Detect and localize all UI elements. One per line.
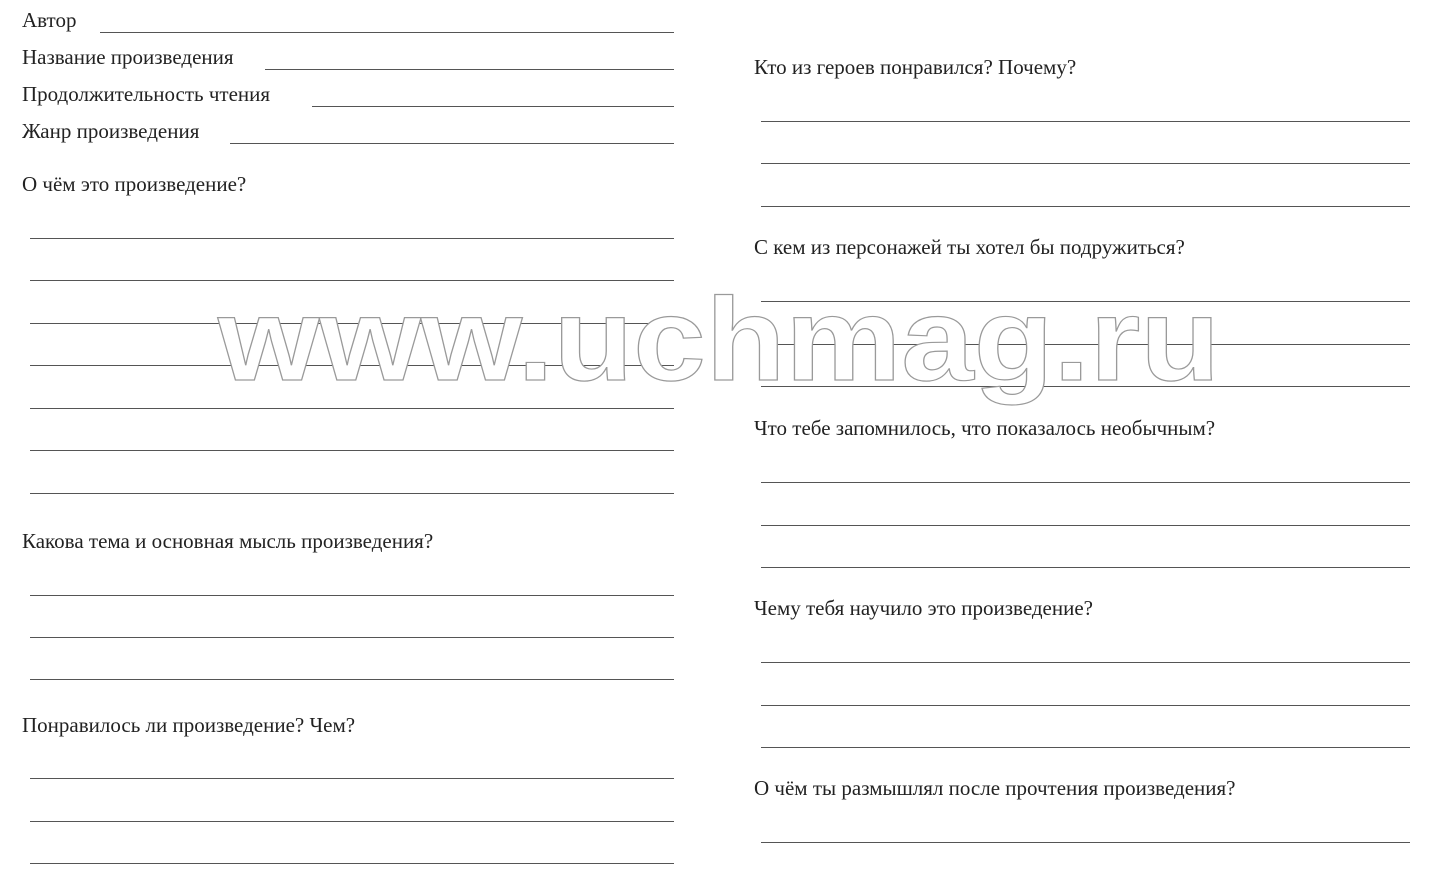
answer-line[interactable] bbox=[761, 121, 1410, 122]
answer-line[interactable] bbox=[30, 778, 674, 779]
title-label: Название произведения bbox=[22, 45, 234, 69]
question-thoughts: О чём ты размышлял после прочтения произведения? bbox=[754, 776, 1236, 800]
author-label: Автор bbox=[22, 8, 77, 32]
duration-label: Продолжительность чтения bbox=[22, 82, 271, 106]
genre-label: Жанр произведения bbox=[22, 119, 200, 143]
title-field[interactable] bbox=[265, 69, 674, 70]
answer-line[interactable] bbox=[30, 238, 674, 239]
answer-line[interactable] bbox=[30, 863, 674, 864]
question-about: О чём это произведение? bbox=[22, 172, 247, 196]
answer-line[interactable] bbox=[761, 662, 1410, 663]
answer-line[interactable] bbox=[30, 595, 674, 596]
answer-line[interactable] bbox=[30, 323, 674, 324]
duration-field[interactable] bbox=[312, 106, 674, 107]
answer-line[interactable] bbox=[30, 450, 674, 451]
genre-field[interactable] bbox=[230, 143, 674, 144]
answer-line[interactable] bbox=[761, 163, 1410, 164]
answer-line[interactable] bbox=[30, 679, 674, 680]
question-memorable: Что тебе запомнилось, что показалось необычным? bbox=[754, 416, 1216, 440]
answer-line[interactable] bbox=[761, 344, 1410, 345]
author-field[interactable] bbox=[100, 32, 674, 33]
answer-line[interactable] bbox=[761, 386, 1410, 387]
answer-line[interactable] bbox=[761, 747, 1410, 748]
answer-line[interactable] bbox=[30, 280, 674, 281]
answer-line[interactable] bbox=[761, 206, 1410, 207]
answer-line[interactable] bbox=[30, 637, 674, 638]
answer-line[interactable] bbox=[761, 301, 1410, 302]
question-theme: Какова тема и основная мысль произведения? bbox=[22, 529, 434, 553]
question-friend: С кем из персонажей ты хотел бы подружиться? bbox=[754, 235, 1185, 259]
answer-line[interactable] bbox=[761, 705, 1410, 706]
answer-line[interactable] bbox=[761, 482, 1410, 483]
question-heroes: Кто из героев понравился? Почему? bbox=[754, 55, 1077, 79]
question-liked: Понравилось ли произведение? Чем? bbox=[22, 713, 356, 737]
answer-line[interactable] bbox=[30, 821, 674, 822]
answer-line[interactable] bbox=[30, 408, 674, 409]
question-lesson: Чему тебя научило это произведение? bbox=[754, 596, 1093, 620]
answer-line[interactable] bbox=[761, 525, 1410, 526]
answer-line[interactable] bbox=[761, 567, 1410, 568]
watermark-text: www.uchmag.ru bbox=[216, 274, 1220, 406]
answer-line[interactable] bbox=[30, 493, 674, 494]
answer-line[interactable] bbox=[30, 365, 674, 366]
answer-line[interactable] bbox=[761, 842, 1410, 843]
